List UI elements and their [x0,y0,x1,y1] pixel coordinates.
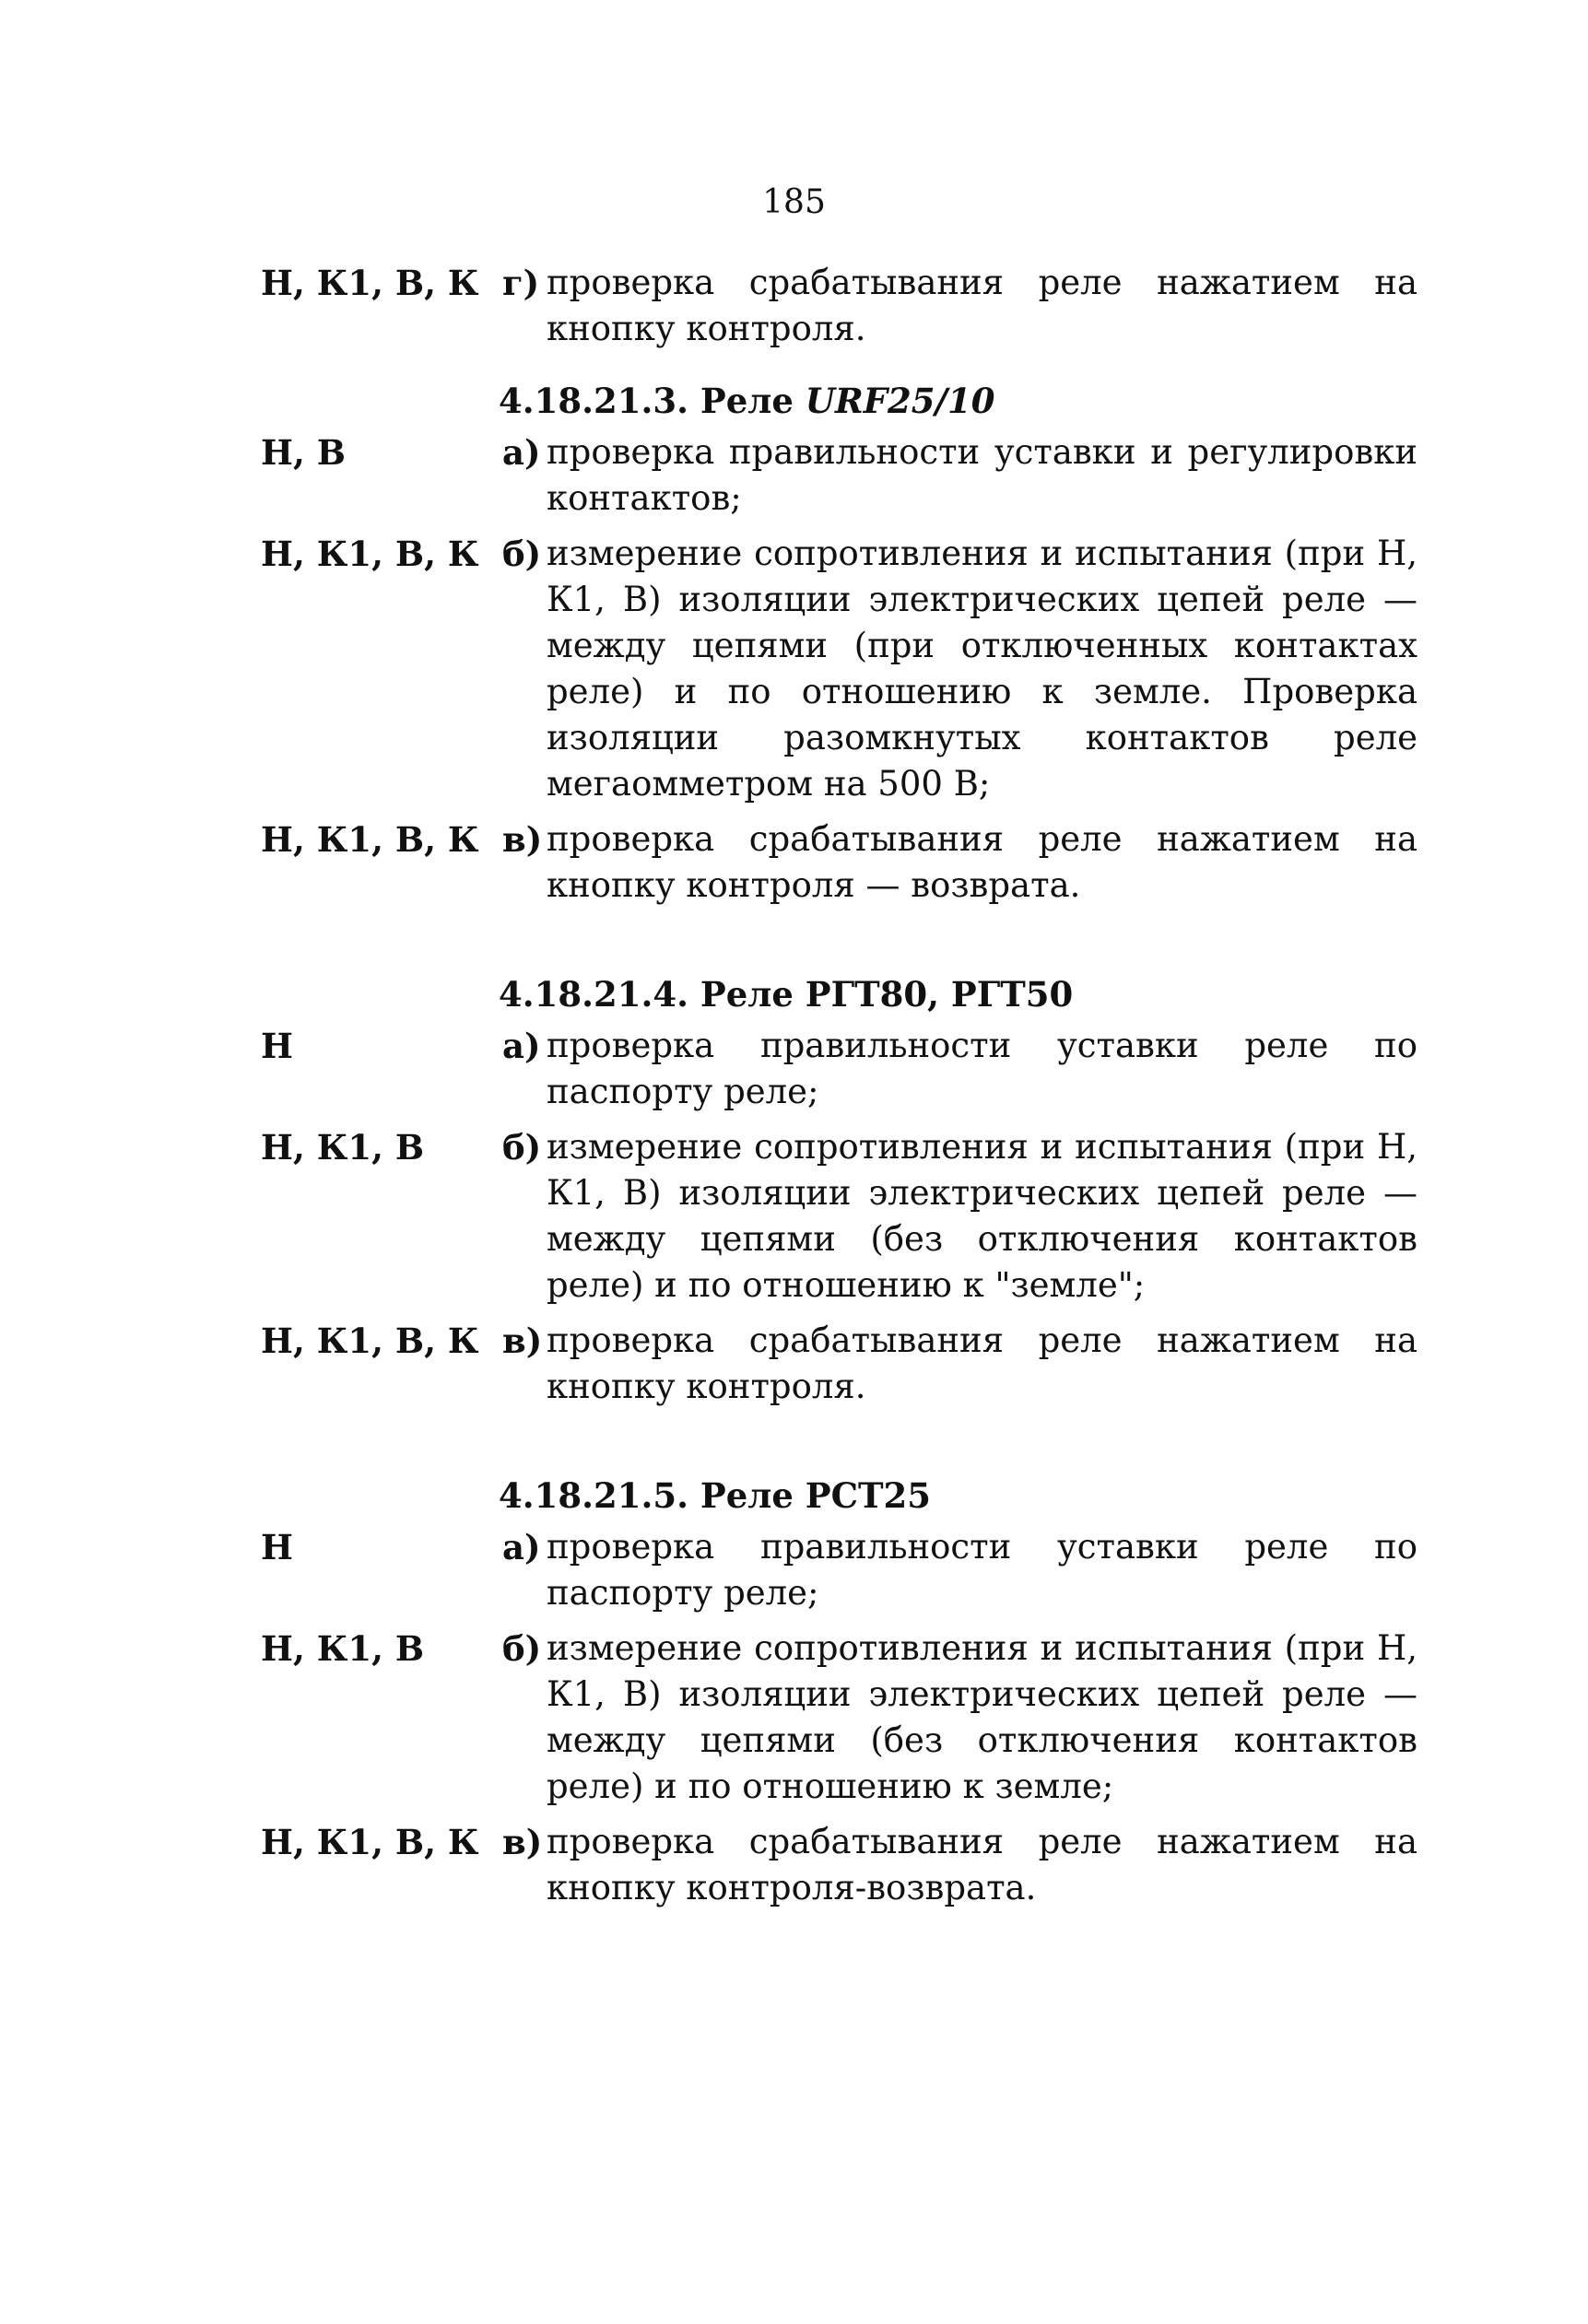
item-scope: Н, К1, В, К [261,1320,479,1361]
item-scope: Н, В [261,432,346,473]
list-item [261,1524,1417,1616]
section-heading-model: URF25/10 [805,381,995,421]
section-heading [499,1473,1417,1519]
item-scope: Н, К1, В, К [261,819,479,860]
item-marker: г) [502,263,540,303]
list-item [261,1124,1417,1309]
item-body [502,260,1417,352]
item-scope: Н [261,1527,293,1567]
item-marker: б) [502,1127,542,1168]
list-item [261,260,1417,352]
list-item [261,1023,1417,1115]
section-heading [499,971,1417,1017]
item-marker: в) [502,1822,543,1862]
document-body [261,260,1417,1911]
item-marker: а) [502,1026,541,1066]
list-item [261,1318,1417,1410]
item-text: измерение сопротивления и испытания (при Н, К1, В) изоляции электрических цепей реле — между цепями (без отключения контактов реле) и по отношению к "земле"; [547,1127,1417,1305]
list-item [261,1819,1417,1911]
list-item [261,816,1417,909]
list-item [261,429,1417,522]
item-marker: а) [502,432,541,473]
section-heading-prefix: 4.18.21.5. Реле РСТ25 [499,1475,932,1516]
item-scope: Н, К1, В [261,1127,425,1168]
item-text: проверка срабатывания реле нажатием на кнопку контроля-возврата. [547,1822,1417,1907]
item-marker: б) [502,534,542,574]
item-body [502,1819,1417,1911]
item-body [502,1023,1417,1115]
item-text: проверка срабатывания реле нажатием на кнопку контроля. [547,1320,1417,1406]
item-scope: Н, К1, В, К [261,1822,479,1862]
section-heading [499,378,1417,424]
item-scope: Н, К1, В, К [261,534,479,574]
item-text: измерение сопротивления и испытания (при Н, К1, В) изоляции электрических цепей реле — между цепями (без отключения контактов реле) и по отношению к земле; [547,1628,1417,1806]
item-text: проверка правильности уставки и регулировки контактов; [547,432,1417,518]
item-text: проверка правильности уставки реле по паспорту реле; [547,1527,1417,1613]
item-scope: Н [261,1026,293,1066]
item-marker: а) [502,1527,541,1567]
item-marker: в) [502,819,543,860]
section-heading-prefix: 4.18.21.3. Реле [499,381,806,421]
item-scope: Н, К1, В [261,1628,425,1669]
item-body [502,816,1417,909]
item-text: проверка срабатывания реле нажатием на кнопку контроля. [547,263,1417,348]
list-item [261,1626,1417,1810]
item-text: проверка правильности уставки реле по паспорту реле; [547,1026,1417,1111]
item-marker: в) [502,1320,543,1361]
list-item [261,531,1417,807]
item-text: проверка срабатывания реле нажатием на кнопку контроля — возврата. [547,819,1417,905]
item-body [502,1318,1417,1410]
item-body [502,429,1417,522]
section-heading-prefix: 4.18.21.4. Реле РГТ80, РГТ50 [499,974,1074,1015]
item-text: измерение сопротивления и испытания (при Н, К1, В) изоляции электрических цепей реле — между цепями (при отключенных контактах реле) и по отношению к земле. Проверка изоляции разомкнутых контактов реле мегаомметром на 500 В; [547,534,1417,804]
item-scope: Н, К1, В, К [261,263,479,303]
item-body [502,1124,1417,1309]
item-body [502,1626,1417,1810]
item-body [502,1524,1417,1616]
page-number: 185 [762,183,826,221]
item-body [502,531,1417,807]
item-marker: б) [502,1628,542,1669]
